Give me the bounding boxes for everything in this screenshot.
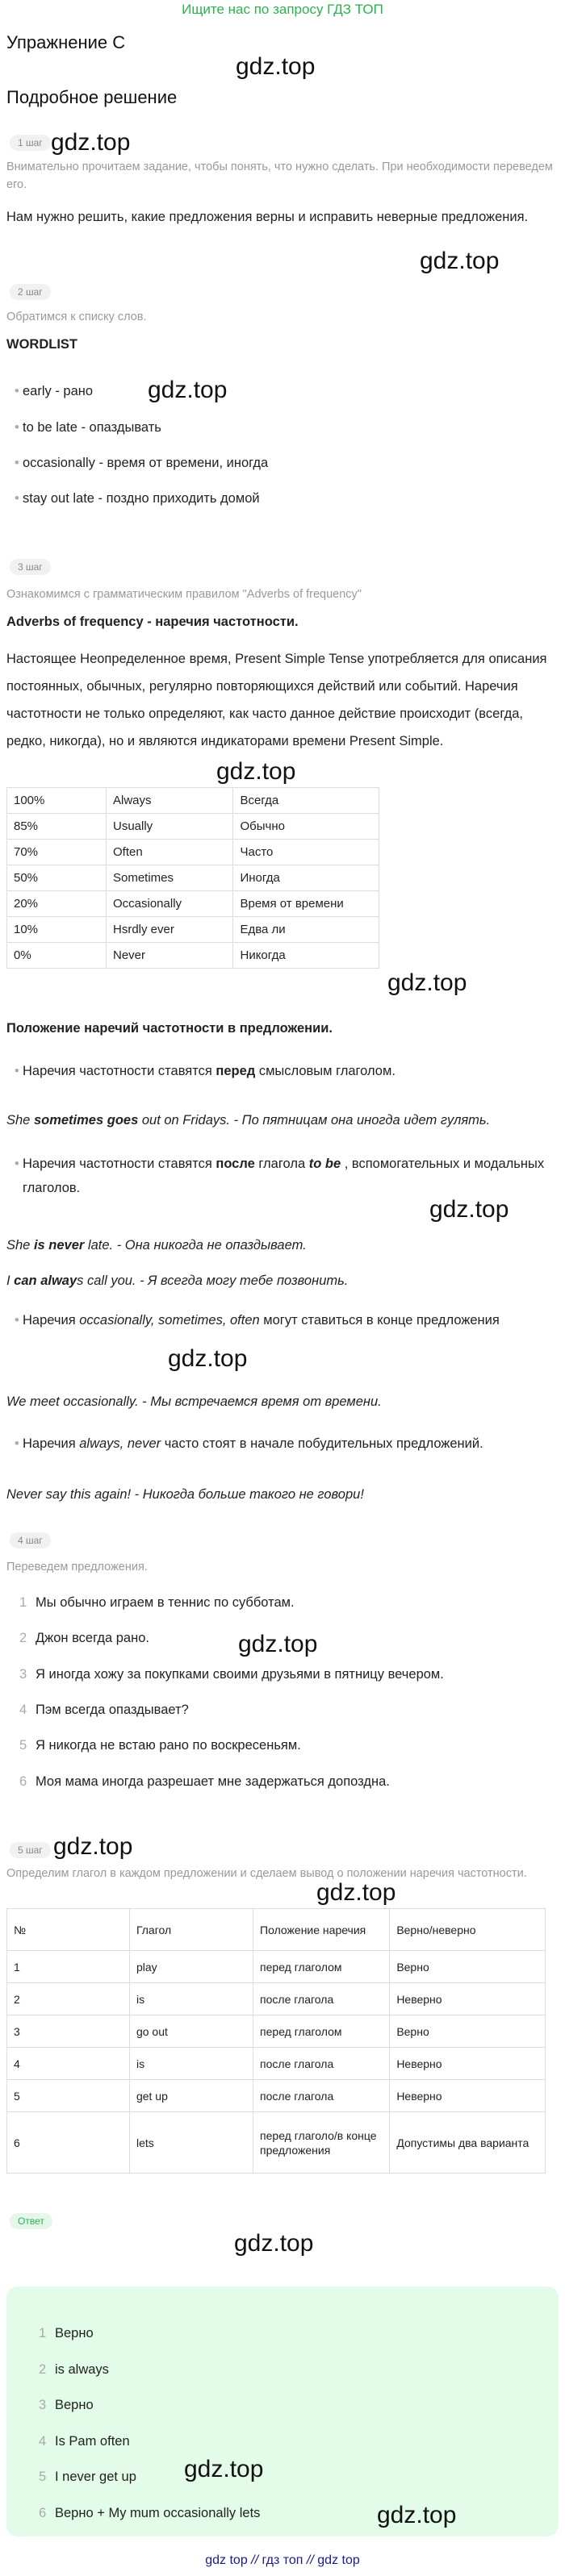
table-row	[7, 1983, 546, 2015]
step-badge: 4 шаг	[10, 1532, 51, 1549]
watermark: gdz.top	[420, 248, 500, 274]
watermark: gdz.top	[429, 1196, 509, 1223]
example-sentence: We meet occasionally. - Мы встречаемся время от времени.	[6, 1394, 382, 1409]
footer-separator: //	[306, 2553, 314, 2567]
table-cell: перед глаголом	[253, 1951, 390, 1983]
column-header: Верно/неверно	[390, 1909, 546, 1951]
table-cell: Occasionally	[107, 891, 233, 917]
example-sentence: She is never late. - Она никогда не опаздывает.	[6, 1238, 307, 1253]
table-cell: is	[129, 2048, 253, 2080]
step-hint: Переведем предложения.	[6, 1561, 148, 1574]
rule-item: • Наречия occasionally, sometimes, often могут ставиться в конце предложения	[23, 1308, 555, 1332]
table-cell: Обычно	[233, 814, 379, 840]
table-row	[7, 1951, 546, 1983]
table-cell: Неверно	[390, 1983, 546, 2015]
table-cell: get up	[129, 2080, 253, 2112]
table-cell: 4	[7, 2048, 130, 2080]
grammar-paragraph: Настоящее Неопределенное время, Present Simple Tense употребляется для описания постоянных, обычных, регулярно повторяющихся действий или событий. Наречия частотности не только определяют, как часто данное действие происходит (всегда, редко, никогда), но и являются индикаторами времени Present Simple.	[6, 652, 547, 748]
footer-link[interactable]: gdz top	[205, 2553, 248, 2567]
wordlist-heading: WORDLIST	[6, 337, 77, 352]
table-cell: Время от времени	[233, 891, 379, 917]
table-cell: Sometimes	[107, 865, 233, 891]
table-header-row	[7, 1909, 546, 1951]
column-header: Положение наречия	[253, 1909, 390, 1951]
table-row	[7, 2048, 546, 2080]
table-cell: 70%	[7, 840, 107, 865]
table-cell: play	[129, 1951, 253, 1983]
table-cell: Часто	[233, 840, 379, 865]
table-cell: go out	[129, 2015, 253, 2048]
step-badge: 1 шаг	[10, 135, 51, 151]
step-text: Нам нужно решить, какие предложения верны и исправить неверные предложения.	[6, 210, 529, 224]
table-cell: после глагола	[253, 2080, 390, 2112]
table-cell: 0%	[7, 943, 107, 969]
answer-item: 1 Верно	[39, 2326, 94, 2340]
translation-item: 5 Я никогда не встаю рано по воскресеньям.	[19, 1738, 301, 1753]
table-cell: 1	[7, 1951, 130, 1983]
step-badge: 2 шаг	[10, 284, 51, 300]
verbs-table	[6, 1908, 546, 2174]
table-cell: 100%	[7, 788, 107, 814]
footer-links	[0, 2553, 565, 2568]
step-badge: 5 шаг	[10, 1842, 51, 1858]
watermark: gdz.top	[387, 969, 467, 996]
table-cell: Usually	[107, 814, 233, 840]
watermark: gdz.top	[316, 1879, 396, 1906]
step-hint: Ознакомимся с грамматическим правилом "Adverbs of frequency"	[6, 588, 362, 601]
answer-item: 3 Верно	[39, 2398, 94, 2412]
answer-item: 4 Is Pam often	[39, 2434, 130, 2449]
table-cell: lets	[129, 2112, 253, 2174]
grammar-heading: Adverbs of frequency - наречия частотности.	[6, 615, 299, 629]
table-row	[7, 814, 379, 840]
table-cell: Always	[107, 788, 233, 814]
wordlist-item: • occasionally - время от времени, иногда	[23, 451, 555, 475]
example-sentence: Never say this again! - Никогда больше такого не говори!	[6, 1487, 364, 1502]
watermark: gdz.top	[184, 2456, 264, 2482]
table-cell: Допустимы два варианта	[390, 2112, 546, 2174]
watermark: gdz.top	[234, 2230, 314, 2257]
table-row	[7, 891, 379, 917]
table-cell: после глагола	[253, 1983, 390, 2015]
table-cell: 10%	[7, 917, 107, 943]
answer-item: 2 is always	[39, 2362, 109, 2377]
step-badge: 3 шаг	[10, 559, 51, 575]
table-cell: Верно	[390, 1951, 546, 1983]
table-cell: перед глаголо/в конце предложения	[253, 2112, 390, 2174]
watermark: gdz.top	[377, 2502, 457, 2528]
table-cell: 50%	[7, 865, 107, 891]
footer-separator: //	[251, 2553, 259, 2567]
step-hint: Обратимся к списку слов.	[6, 311, 147, 323]
table-cell: Верно	[390, 2015, 546, 2048]
table-row	[7, 865, 379, 891]
table-cell: 5	[7, 2080, 130, 2112]
table-cell: Hsrdly ever	[107, 917, 233, 943]
example-sentence: I can always call you. - Я всегда могу тебе позвонить.	[6, 1273, 349, 1288]
translation-item: 4 Пэм всегда опаздывает?	[19, 1703, 189, 1717]
frequency-table	[6, 787, 379, 969]
table-row	[7, 917, 379, 943]
table-cell: перед глаголом	[253, 2015, 390, 2048]
table-row	[7, 2112, 546, 2174]
table-row	[7, 2015, 546, 2048]
table-cell: 20%	[7, 891, 107, 917]
wordlist-item: • to be late - опаздывать	[23, 415, 555, 440]
example-sentence: She sometimes goes out on Fridays. - По пятницам она иногда идет гулять.	[6, 1113, 491, 1128]
answer-item: 5 I never get up	[39, 2470, 136, 2484]
rule-item: • Наречия частотности ставятся после глагола to be , вспомогательных и модальных глаголов.	[23, 1152, 555, 1200]
table-cell: 3	[7, 2015, 130, 2048]
table-cell: Иногда	[233, 865, 379, 891]
rule-item: • Наречия always, never часто стоят в начале побудительных предложений.	[23, 1432, 555, 1456]
solution-title: Подробное решение	[6, 87, 178, 107]
footer-link[interactable]: gdz top	[317, 2553, 360, 2567]
table-cell: 6	[7, 2112, 130, 2174]
table-row	[7, 788, 379, 814]
table-cell: Едва ли	[233, 917, 379, 943]
step-hint: Определим глагол в каждом предложении и сделаем вывод о положении наречия частотности.	[6, 1867, 527, 1880]
answer-badge: Ответ	[10, 2213, 52, 2229]
rule-item: • Наречия частотности ставятся перед смысловым глаголом.	[23, 1059, 555, 1083]
table-cell: Неверно	[390, 2048, 546, 2080]
step-hint: Внимательно прочитаем задание, чтобы понять, что нужно сделать. При необходимости переведем его.	[6, 160, 553, 191]
column-header: Глагол	[129, 1909, 253, 1951]
search-hint-link[interactable]: Ищите нас по запросу ГДЗ ТОП	[182, 2, 383, 17]
table-cell: Всегда	[233, 788, 379, 814]
footer-link[interactable]: гдз топ	[262, 2553, 303, 2567]
table-cell: is	[129, 1983, 253, 2015]
answer-item: 6 Верно + My mum occasionally lets	[39, 2506, 261, 2520]
table-cell: 2	[7, 1983, 130, 2015]
watermark: gdz.top	[236, 53, 316, 80]
table-row	[7, 943, 379, 969]
table-row	[7, 840, 379, 865]
exercise-title: Упражнение C	[6, 32, 126, 52]
watermark: gdz.top	[53, 1833, 133, 1860]
table-cell: Often	[107, 840, 233, 865]
table-cell: Never	[107, 943, 233, 969]
translation-item: 2 Джон всегда рано.	[19, 1631, 149, 1645]
table-row	[7, 2080, 546, 2112]
wordlist-item: • early - рано	[23, 379, 555, 403]
watermark: gdz.top	[238, 1631, 318, 1657]
table-cell: Неверно	[390, 2080, 546, 2112]
table-cell: 85%	[7, 814, 107, 840]
watermark: gdz.top	[51, 129, 131, 156]
watermark: gdz.top	[216, 758, 296, 785]
translation-item: 6 Моя мама иногда разрешает мне задержаться допоздна.	[19, 1774, 390, 1789]
watermark: gdz.top	[168, 1345, 248, 1372]
position-heading: Положение наречий частотности в предложении.	[6, 1021, 333, 1036]
table-cell: после глагола	[253, 2048, 390, 2080]
table-cell: Никогда	[233, 943, 379, 969]
translation-item: 3 Я иногда хожу за покупками своими друзьями в пятницу вечером.	[19, 1667, 444, 1682]
column-header: №	[7, 1909, 130, 1951]
watermark: gdz.top	[148, 377, 228, 403]
translation-item: 1 Мы обычно играем в теннис по субботам.	[19, 1595, 295, 1610]
wordlist-item: • stay out late - поздно приходить домой	[23, 486, 555, 511]
